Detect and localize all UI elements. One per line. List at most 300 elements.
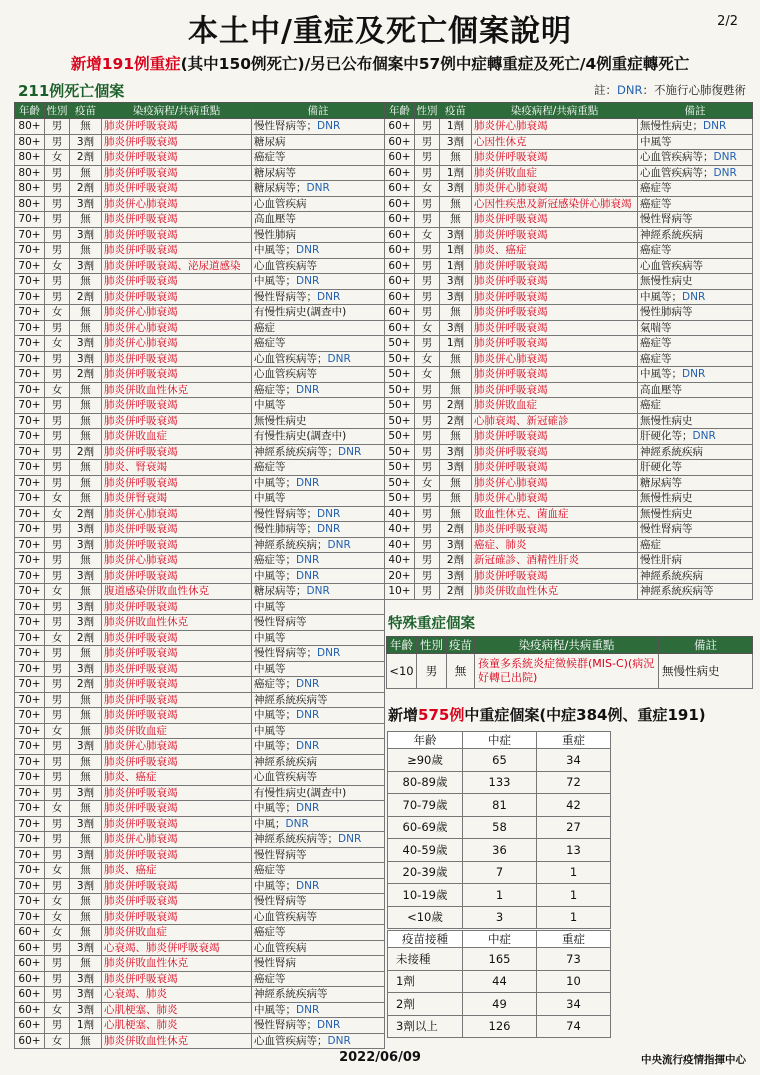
age-cell: 80+	[15, 165, 45, 181]
dnr-note	[594, 82, 746, 98]
stat-cell: 72	[537, 771, 611, 794]
course-cell: 肺炎併敗血性休克	[102, 956, 252, 972]
sex-cell: 女	[415, 320, 440, 336]
note-text: 中風等；	[640, 290, 682, 303]
note-text: 癌症等	[640, 197, 672, 210]
age-cell: 70+	[15, 382, 45, 398]
vaccine-cell: 無	[70, 770, 102, 786]
note-text: 癌症等	[254, 864, 286, 877]
note-text: 無慢性病史	[640, 275, 693, 288]
header-cell: 備註	[638, 103, 753, 119]
vaccine-cell: 無	[70, 320, 102, 336]
death-row	[385, 196, 753, 212]
course-cell: 肺炎併呼吸衰竭	[472, 258, 638, 274]
sex-cell: 女	[415, 475, 440, 491]
course-cell: 肺炎併呼吸衰竭	[472, 227, 638, 243]
note-text: 中風等；	[254, 275, 296, 288]
death-row	[15, 785, 385, 801]
note-cell	[252, 615, 385, 631]
note-cell	[252, 692, 385, 708]
dnr-flag: DNR	[296, 1003, 320, 1016]
special-course: 孩童多系統炎症徵候群(MIS-C)(病況好轉已出院)	[475, 654, 659, 689]
note-cell	[252, 599, 385, 615]
death-row	[15, 274, 385, 290]
note-cell	[638, 274, 753, 290]
stat-cell: ≥90歲	[388, 749, 463, 772]
death-row	[15, 940, 385, 956]
note-text: 神經系統疾病等	[254, 988, 328, 1001]
vaccine-cell: 無	[70, 460, 102, 476]
age-cell: 70+	[15, 909, 45, 925]
death-row	[15, 708, 385, 724]
age-cell: 80+	[15, 119, 45, 135]
note-cell	[638, 134, 753, 150]
stat-cell: 126	[463, 1015, 537, 1038]
course-cell: 肺炎併呼吸衰竭	[472, 336, 638, 352]
vaccine-cell: 3劑	[440, 568, 472, 584]
note-cell	[638, 305, 753, 321]
vaccine-cell: 無	[70, 708, 102, 724]
stat-cell: 7	[463, 861, 537, 884]
dnr-flag: DNR	[682, 290, 706, 303]
sex-cell: 女	[45, 1033, 70, 1049]
sex-cell: 男	[415, 398, 440, 414]
dnr-flag: DNR	[296, 383, 320, 396]
age-cell: 60+	[385, 181, 415, 197]
course-cell: 肺炎併敗血症	[472, 165, 638, 181]
sex-cell: 男	[415, 134, 440, 150]
age-cell: 70+	[15, 367, 45, 383]
age-cell: 60+	[15, 1018, 45, 1034]
course-cell: 心肌梗塞、肺炎	[102, 1002, 252, 1018]
course-cell: 肺炎併呼吸衰竭	[102, 398, 252, 414]
death-row	[15, 599, 385, 615]
stat-row	[388, 861, 611, 884]
note-text: 癌症等	[254, 151, 286, 164]
dnr-flag: DNR	[296, 802, 320, 815]
vaccine-cell: 1劑	[440, 243, 472, 259]
course-cell: 肺炎併呼吸衰竭	[472, 568, 638, 584]
header-cell: 年齡	[388, 732, 463, 749]
vaccine-cell: 2劑	[70, 181, 102, 197]
vaccine-cell: 無	[70, 491, 102, 507]
stat-cell: 1	[537, 884, 611, 907]
note-text: 慢性腎病等	[254, 895, 307, 908]
vaccine-cell: 2劑	[70, 630, 102, 646]
course-cell: 肺炎併心肺衰竭	[102, 320, 252, 336]
course-cell: 肺炎併呼吸衰竭	[472, 320, 638, 336]
age-cell: 40+	[385, 537, 415, 553]
vaccine-cell: 3劑	[440, 444, 472, 460]
header-cell: 疫苗	[440, 103, 472, 119]
death-row	[15, 692, 385, 708]
note-cell	[252, 491, 385, 507]
note-text: 無慢性病史；	[640, 120, 703, 133]
age-cell: 60+	[15, 925, 45, 941]
dnr-flag: DNR	[296, 740, 320, 753]
vaccine-cell: 3劑	[440, 274, 472, 290]
age-cell: 60+	[385, 258, 415, 274]
vaccine-cell: 無	[70, 553, 102, 569]
sex-cell: 男	[45, 537, 70, 553]
note-text: 神經系統疾病等；	[254, 833, 338, 846]
sex-cell: 男	[415, 150, 440, 166]
death-row	[15, 677, 385, 693]
death-row	[15, 119, 385, 135]
course-cell: 肺炎併呼吸衰竭	[102, 971, 252, 987]
note-cell	[252, 522, 385, 538]
course-cell: 肺炎併呼吸衰竭	[102, 134, 252, 150]
age-cell: 40+	[385, 522, 415, 538]
footer-date: 2022/06/09	[339, 1050, 421, 1065]
course-cell: 肺炎、癌症	[472, 243, 638, 259]
note-text: 中風等	[254, 399, 286, 412]
dnr-flag: DNR	[296, 244, 320, 257]
course-cell: 肺炎併呼吸衰竭	[102, 243, 252, 259]
vaccine-cell: 3劑	[70, 336, 102, 352]
note-text: 中風等；	[254, 569, 296, 582]
note-cell	[638, 475, 753, 491]
vaccine-cell: 3劑	[70, 568, 102, 584]
sex-cell: 男	[415, 413, 440, 429]
note-cell	[638, 367, 753, 383]
header-cell: 疫苗	[70, 103, 102, 119]
vaccine-cell: 3劑	[70, 196, 102, 212]
course-cell: 肺炎併呼吸衰竭	[472, 429, 638, 445]
note-text: 神經系統疾病	[640, 445, 703, 458]
sex-cell: 男	[45, 878, 70, 894]
note-text: 慢性腎病等；	[254, 120, 317, 133]
note-text: 肝硬化等	[640, 461, 682, 474]
course-cell: 肺炎併心肺衰竭	[472, 475, 638, 491]
course-cell: 肺炎併呼吸衰竭	[472, 382, 638, 398]
sex-cell: 女	[45, 506, 70, 522]
special-case-table	[386, 636, 753, 689]
note-text: 中風等	[254, 492, 286, 505]
note-text: 神經系統疾病	[640, 569, 703, 582]
vaccine-cell: 無	[70, 475, 102, 491]
note-text: 慢性肺病	[254, 228, 296, 241]
dnr-flag: DNR	[296, 678, 320, 691]
vaccine-cell: 無	[70, 1033, 102, 1049]
vaccine-cell: 3劑	[70, 739, 102, 755]
sex-cell: 男	[415, 336, 440, 352]
note-cell	[252, 150, 385, 166]
note-cell	[252, 382, 385, 398]
death-row	[15, 367, 385, 383]
note-text: 中風等；	[254, 476, 296, 489]
vaccine-cell: 3劑	[70, 987, 102, 1003]
death-row	[385, 305, 753, 321]
header-cell: 重症	[537, 732, 611, 749]
death-table-left	[14, 102, 385, 1049]
course-cell: 肺炎併呼吸衰竭	[102, 119, 252, 135]
note-cell	[638, 398, 753, 414]
note-cell	[252, 739, 385, 755]
age-cell: 70+	[15, 274, 45, 290]
sex-cell: 男	[45, 646, 70, 662]
note-cell	[252, 258, 385, 274]
sex-cell: 男	[415, 196, 440, 212]
note-text: 心血管疾病	[254, 941, 307, 954]
death-row	[15, 258, 385, 274]
note-text: 肝硬化等；	[640, 430, 693, 443]
death-row	[15, 847, 385, 863]
death-row	[15, 413, 385, 429]
vaccine-cell: 3劑	[70, 940, 102, 956]
vaccine-cell: 3劑	[440, 227, 472, 243]
vaccine-cell: 無	[440, 351, 472, 367]
course-cell: 肺炎併呼吸衰竭	[102, 630, 252, 646]
note-text: 心血管疾病	[254, 197, 307, 210]
stat-row	[388, 1015, 611, 1038]
note-text: 高血壓等	[640, 383, 682, 396]
sex-cell: 男	[45, 351, 70, 367]
stat-cell: 1	[537, 906, 611, 929]
course-cell: 肺炎併呼吸衰竭	[102, 785, 252, 801]
age-cell: 80+	[15, 181, 45, 197]
sex-cell: 男	[45, 754, 70, 770]
course-cell: 肺炎併心肺衰竭	[102, 506, 252, 522]
note-cell	[638, 537, 753, 553]
death-row	[15, 832, 385, 848]
vaccine-cell: 無	[440, 305, 472, 321]
note-cell	[252, 568, 385, 584]
note-text: 中風等	[254, 600, 286, 613]
sex-cell: 男	[45, 196, 70, 212]
note-cell	[252, 816, 385, 832]
course-cell: 肺炎併呼吸衰竭	[102, 878, 252, 894]
death-row	[385, 367, 753, 383]
sex-cell: 男	[415, 212, 440, 228]
special-table-header	[387, 637, 753, 654]
course-cell: 心衰竭、肺炎	[102, 987, 252, 1003]
course-cell: 肺炎、癌症	[102, 770, 252, 786]
note-text: 癌症	[640, 538, 661, 551]
dnr-flag: DNR	[317, 120, 341, 133]
stat-row	[388, 794, 611, 817]
sex-cell: 男	[45, 320, 70, 336]
note-prefix: 註：	[594, 83, 618, 97]
vaccine-cell: 1劑	[70, 1018, 102, 1034]
note-text: 癌症等；	[254, 678, 296, 691]
note-cell	[638, 413, 753, 429]
sex-cell: 男	[45, 274, 70, 290]
note-text: 慢性肺病等	[640, 306, 693, 319]
death-row	[15, 568, 385, 584]
note-text: 心血管疾病等	[640, 259, 703, 272]
age-cell: 70+	[15, 336, 45, 352]
vaccine-cell: 3劑	[70, 971, 102, 987]
course-cell: 肺炎併心肺衰竭	[102, 553, 252, 569]
note-cell	[638, 289, 753, 305]
note-cell	[252, 119, 385, 135]
header-cell: 疫苗接種	[388, 931, 463, 948]
vaccine-cell: 3劑	[440, 134, 472, 150]
death-row	[385, 568, 753, 584]
stat-cell: 165	[463, 948, 537, 971]
stat-cell: 34	[537, 993, 611, 1016]
note-cell	[252, 1002, 385, 1018]
vaccine-cell: 2劑	[440, 522, 472, 538]
course-cell: 肺炎併呼吸衰竭	[102, 708, 252, 724]
stat-cell: 2劑	[388, 993, 463, 1016]
death-row	[15, 1018, 385, 1034]
dnr-flag: DNR	[317, 647, 341, 660]
note-cell	[638, 382, 753, 398]
note-text: 中風等；	[254, 244, 296, 257]
sex-cell: 男	[45, 212, 70, 228]
course-cell: 肺炎併呼吸衰竭	[102, 475, 252, 491]
age-cell: 60+	[385, 134, 415, 150]
age-cell: 50+	[385, 491, 415, 507]
death-table-right	[384, 102, 753, 600]
header-cell: 年齡	[385, 103, 415, 119]
course-cell: 肺炎併呼吸衰竭	[102, 677, 252, 693]
note-text: 心血管疾病等；	[254, 1034, 328, 1047]
vaccine-cell: 3劑	[70, 599, 102, 615]
note-text: 有慢性病史(調查中)	[254, 306, 347, 319]
course-cell: 肺炎併呼吸衰竭	[472, 150, 638, 166]
note-cell	[638, 212, 753, 228]
death-row	[15, 460, 385, 476]
footer-org: 中央流行疫情指揮中心	[641, 1054, 746, 1066]
course-cell: 肺炎併心肺衰竭	[102, 336, 252, 352]
death-row	[385, 134, 753, 150]
severe-title-b: 中重症個案(中症384例、重症191)	[464, 706, 706, 724]
course-cell: 肺炎、腎衰竭	[102, 460, 252, 476]
note-text: 中風等；	[640, 368, 682, 381]
note-text: 慢性腎病等；	[254, 507, 317, 520]
age-cell: 70+	[15, 398, 45, 414]
sex-cell: 男	[415, 382, 440, 398]
note-cell	[638, 336, 753, 352]
sex-cell: 女	[45, 382, 70, 398]
note-cell	[252, 274, 385, 290]
note-cell	[252, 987, 385, 1003]
sex-cell: 男	[45, 134, 70, 150]
death-table-right-header	[385, 103, 753, 119]
dnr-flag: DNR	[713, 166, 737, 179]
vaccine-cell: 無	[70, 754, 102, 770]
vaccine-breakdown-table	[387, 930, 611, 1038]
note-text: 無慢性病史	[254, 414, 307, 427]
stat-cell: 1劑	[388, 970, 463, 993]
death-row	[385, 429, 753, 445]
note-dnr: DNR	[617, 83, 643, 97]
note-text: 癌症等	[254, 972, 286, 985]
course-cell: 肺炎併呼吸衰竭	[102, 661, 252, 677]
sex-cell: 男	[45, 940, 70, 956]
age-cell: 70+	[15, 847, 45, 863]
course-cell: 心肌梗塞、肺炎	[102, 1018, 252, 1034]
note-cell	[252, 413, 385, 429]
subtitle-rest: (其中150例死亡)/另已公布個案中57例中症轉重症及死亡/4例重症轉死亡	[180, 55, 690, 73]
course-cell: 肺炎併呼吸衰竭	[472, 367, 638, 383]
sex-cell: 女	[45, 801, 70, 817]
note-text: 癌症等	[640, 182, 672, 195]
death-row	[15, 227, 385, 243]
special-age: <10	[387, 654, 417, 689]
sex-cell: 男	[45, 599, 70, 615]
note-text: 神經系統疾病	[254, 755, 317, 768]
age-cell: 70+	[15, 212, 45, 228]
note-text: 癌症等；	[254, 383, 296, 396]
sex-cell: 男	[45, 770, 70, 786]
age-cell: 60+	[385, 305, 415, 321]
age-cell: 70+	[15, 661, 45, 677]
age-cell: 70+	[15, 320, 45, 336]
dnr-flag: DNR	[306, 182, 330, 195]
sex-cell: 男	[45, 677, 70, 693]
vaccine-cell: 3劑	[440, 460, 472, 476]
dnr-flag: DNR	[713, 151, 737, 164]
note-text: 心血管疾病等；	[640, 151, 714, 164]
special-vaccine: 無	[447, 654, 475, 689]
stat-cell: 10-19歲	[388, 884, 463, 907]
age-cell: 70+	[15, 599, 45, 615]
course-cell: 肺炎併呼吸衰竭	[472, 289, 638, 305]
death-row	[15, 801, 385, 817]
vaccine-cell: 無	[70, 274, 102, 290]
vaccine-cell: 無	[70, 584, 102, 600]
death-row	[385, 274, 753, 290]
death-row	[15, 878, 385, 894]
death-row	[15, 956, 385, 972]
course-cell: 腹道感染併敗血性休克	[102, 584, 252, 600]
course-cell: 肺炎併心肺衰竭	[102, 832, 252, 848]
age-cell: 70+	[15, 615, 45, 631]
stat-cell: 74	[537, 1015, 611, 1038]
vaccine-cell: 無	[70, 832, 102, 848]
death-row	[15, 661, 385, 677]
note-text: 糖尿病等；	[254, 182, 307, 195]
vaccine-cell: 無	[70, 212, 102, 228]
sex-cell: 女	[45, 863, 70, 879]
note-cell	[638, 196, 753, 212]
sex-cell: 男	[45, 413, 70, 429]
age-cell: 70+	[15, 816, 45, 832]
note-cell	[252, 305, 385, 321]
sex-cell: 男	[415, 274, 440, 290]
age-cell: 70+	[15, 692, 45, 708]
course-cell: 肺炎併呼吸衰竭	[472, 274, 638, 290]
vaccine-table-header	[388, 931, 611, 948]
dnr-flag: DNR	[338, 833, 362, 846]
sex-cell: 男	[45, 615, 70, 631]
note-cell	[252, 553, 385, 569]
age-cell: 40+	[385, 506, 415, 522]
sex-cell: 女	[45, 909, 70, 925]
dnr-flag: DNR	[692, 430, 716, 443]
death-row	[15, 754, 385, 770]
stat-row	[388, 970, 611, 993]
sex-cell: 男	[45, 398, 70, 414]
note-text: 癌症	[254, 321, 275, 334]
age-cell: 70+	[15, 894, 45, 910]
note-text: 無慢性病史	[640, 492, 693, 505]
age-cell: 50+	[385, 475, 415, 491]
note-text: 中風等；	[254, 879, 296, 892]
course-cell: 肺炎併呼吸衰竭	[472, 444, 638, 460]
stat-cell: 3	[463, 906, 537, 929]
age-cell: 20+	[385, 568, 415, 584]
age-cell: 70+	[15, 413, 45, 429]
age-cell: 70+	[15, 475, 45, 491]
note-text: 心血管疾病等；	[640, 166, 714, 179]
sex-cell: 男	[415, 444, 440, 460]
death-row	[15, 770, 385, 786]
